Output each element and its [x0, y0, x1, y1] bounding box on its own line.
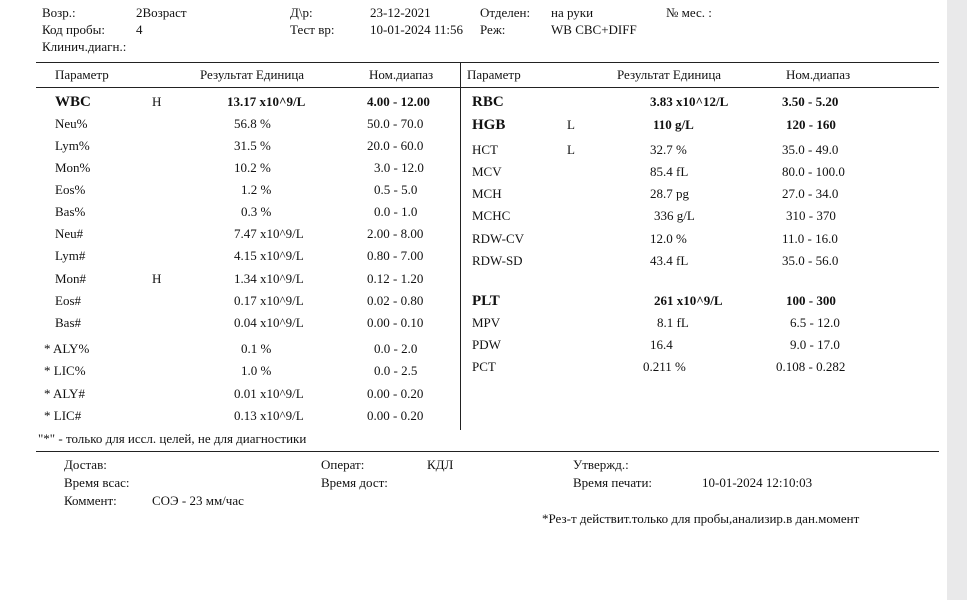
param-range-hgb: 120 - 160	[786, 117, 836, 132]
param-result-aly-pct: 0.1 %	[241, 341, 272, 356]
right-col-param-header: Параметр	[467, 67, 521, 82]
delivery-time-label: Время дост:	[321, 475, 388, 490]
param-result-mchc: 336 g/L	[654, 208, 695, 223]
param-name-lic-pct: * LIC%	[44, 363, 86, 378]
comment-label: Коммент:	[64, 493, 117, 508]
param-name-bas-abs: Bas#	[55, 315, 81, 330]
sample-code-value: 4	[136, 22, 143, 37]
param-range-mcv: 80.0 - 100.0	[782, 164, 845, 179]
param-range-bas-abs: 0.00 - 0.10	[367, 315, 424, 330]
param-result-aly-abs: 0.01 x10^9/L	[234, 386, 304, 401]
sample-time-label: Время всас:	[64, 475, 130, 490]
param-range-mch: 27.0 - 34.0	[782, 186, 839, 201]
param-range-rdw-cv: 11.0 - 16.0	[782, 231, 838, 246]
param-name-plt: PLT	[472, 293, 500, 309]
param-name-eos-pct: Eos%	[55, 182, 86, 197]
param-name-rdw-cv: RDW-CV	[472, 231, 524, 246]
dob-value: 23-12-2021	[370, 5, 431, 20]
param-range-wbc: 4.00 - 12.00	[367, 94, 430, 109]
sample-code-label: Код пробы:	[42, 22, 105, 37]
table-divider	[460, 62, 461, 430]
approved-label: Утвержд.:	[573, 457, 629, 472]
param-result-mon-abs: 1.34 x10^9/L	[234, 271, 304, 286]
param-result-mcv: 85.4 fL	[650, 164, 689, 179]
param-name-rbc: RBC	[472, 94, 504, 110]
param-name-wbc: WBC	[55, 94, 91, 110]
right-col-range-header: Ном.диапаз	[786, 67, 851, 82]
param-range-pct: 0.108 - 0.282	[776, 359, 846, 374]
param-flag-wbc: H	[152, 94, 162, 109]
param-result-mon-pct: 10.2 %	[234, 160, 271, 175]
param-range-mon-abs: 0.12 - 1.20	[367, 271, 424, 286]
age-value: 2Возраст	[136, 5, 187, 20]
param-name-neu-pct: Neu%	[55, 116, 88, 131]
param-range-lic-pct: 0.0 - 2.5	[374, 363, 418, 378]
param-name-mpv: MPV	[472, 315, 501, 330]
left-col-range-header: Ном.диапаз	[369, 67, 434, 82]
delivered-label: Достав:	[64, 457, 107, 472]
param-result-bas-abs: 0.04 x10^9/L	[234, 315, 304, 330]
param-result-mch: 28.7 pg	[650, 186, 689, 201]
param-result-lym-abs: 4.15 x10^9/L	[234, 248, 304, 263]
param-flag-hgb: L	[567, 117, 575, 132]
param-range-aly-pct: 0.0 - 2.0	[374, 341, 418, 356]
param-result-hgb: 110 g/L	[653, 117, 694, 132]
param-result-bas-pct: 0.3 %	[241, 204, 272, 219]
param-range-pdw: 9.0 - 17.0	[790, 337, 840, 352]
param-range-mon-pct: 3.0 - 12.0	[374, 160, 424, 175]
comment-value: СОЭ - 23 мм/час	[152, 493, 244, 508]
param-range-plt: 100 - 300	[786, 293, 836, 308]
department-value: на руки	[551, 5, 594, 20]
months-label: № мес. :	[666, 5, 712, 20]
param-name-mchc: MCHC	[472, 208, 511, 223]
left-col-param-header: Параметр	[55, 67, 109, 82]
param-result-hct: 32.7 %	[650, 142, 687, 157]
param-name-neu-abs: Neu#	[55, 226, 84, 241]
param-range-neu-pct: 50.0 - 70.0	[367, 116, 424, 131]
param-range-bas-pct: 0.0 - 1.0	[374, 204, 418, 219]
param-range-eos-pct: 0.5 - 5.0	[374, 182, 418, 197]
param-name-pct: PCT	[472, 359, 496, 374]
param-range-lym-pct: 20.0 - 60.0	[367, 138, 424, 153]
param-result-lic-pct: 1.0 %	[241, 363, 272, 378]
param-result-pdw: 16.4	[650, 337, 673, 352]
param-range-eos-abs: 0.02 - 0.80	[367, 293, 424, 308]
param-name-aly-pct: * ALY%	[44, 341, 90, 356]
param-flag-hct: L	[567, 142, 575, 157]
param-range-rdw-sd: 35.0 - 56.0	[782, 253, 839, 268]
print-time-label: Время печати:	[573, 475, 653, 490]
param-result-neu-pct: 56.8 %	[234, 116, 271, 131]
param-result-rbc: 3.83 x10^12/L	[650, 94, 729, 109]
left-col-result-header: Результат Единица	[200, 67, 305, 82]
result-disclaimer: *Рез-т действит.только для пробы,анализир.в дан.момент	[542, 511, 860, 526]
footer-rule	[36, 451, 939, 452]
param-result-eos-abs: 0.17 x10^9/L	[234, 293, 304, 308]
param-name-mch: MCH	[472, 186, 502, 201]
param-result-lic-abs: 0.13 x10^9/L	[234, 408, 304, 423]
param-flag-mon-abs: H	[152, 271, 162, 286]
clinical-diagnosis-label: Клинич.диагн.:	[42, 39, 127, 54]
param-name-lym-abs: Lym#	[55, 248, 86, 263]
mode-label: Реж:	[480, 22, 506, 37]
param-result-rdw-sd: 43.4 fL	[650, 253, 689, 268]
param-range-aly-abs: 0.00 - 0.20	[367, 386, 424, 401]
print-time-value: 10-01-2024 12:10:03	[702, 475, 813, 490]
param-range-mpv: 6.5 - 12.0	[790, 315, 840, 330]
operator-label: Операт:	[321, 457, 365, 472]
param-result-plt: 261 x10^9/L	[654, 293, 723, 308]
param-name-rdw-sd: RDW-SD	[472, 253, 523, 268]
param-range-hct: 35.0 - 49.0	[782, 142, 839, 157]
param-name-aly-abs: * ALY#	[44, 386, 85, 401]
param-name-bas-pct: Bas%	[55, 204, 86, 219]
param-name-lic-abs: * LIC#	[44, 408, 82, 423]
operator-value: КДЛ	[427, 457, 454, 472]
param-result-wbc: 13.17 x10^9/L	[227, 94, 306, 109]
param-name-pdw: PDW	[472, 337, 501, 352]
param-range-lic-abs: 0.00 - 0.20	[367, 408, 424, 423]
param-name-hgb: HGB	[472, 117, 506, 133]
param-range-mchc: 310 - 370	[786, 208, 836, 223]
right-col-result-header: Результат Единица	[617, 67, 722, 82]
param-name-eos-abs: Eos#	[55, 293, 81, 308]
research-use-note: "*" - только для иссл. целей, не для диагностики	[38, 431, 307, 446]
param-result-eos-pct: 1.2 %	[241, 182, 272, 197]
param-range-lym-abs: 0.80 - 7.00	[367, 248, 424, 263]
param-range-neu-abs: 2.00 - 8.00	[367, 226, 424, 241]
dob-label: Д\р:	[290, 5, 313, 20]
department-label: Отделен:	[480, 5, 531, 20]
param-name-lym-pct: Lym%	[55, 138, 90, 153]
param-result-pct: 0.211 %	[643, 359, 686, 374]
param-result-rdw-cv: 12.0 %	[650, 231, 687, 246]
test-time-value: 10-01-2024 11:56	[370, 22, 464, 37]
mode-value: WB CBC+DIFF	[551, 22, 637, 37]
param-name-mon-pct: Mon%	[55, 160, 91, 175]
test-time-label: Тест вр:	[290, 22, 335, 37]
param-result-lym-pct: 31.5 %	[234, 138, 271, 153]
param-range-rbc: 3.50 - 5.20	[782, 94, 839, 109]
age-label: Возр.:	[42, 5, 76, 20]
table-top-rule	[36, 62, 939, 63]
table-header-rule	[36, 87, 939, 88]
param-name-hct: HCT	[472, 142, 498, 157]
param-result-mpv: 8.1 fL	[657, 315, 689, 330]
param-result-neu-abs: 7.47 x10^9/L	[234, 226, 304, 241]
param-name-mon-abs: Mon#	[55, 271, 87, 286]
param-name-mcv: MCV	[472, 164, 502, 179]
